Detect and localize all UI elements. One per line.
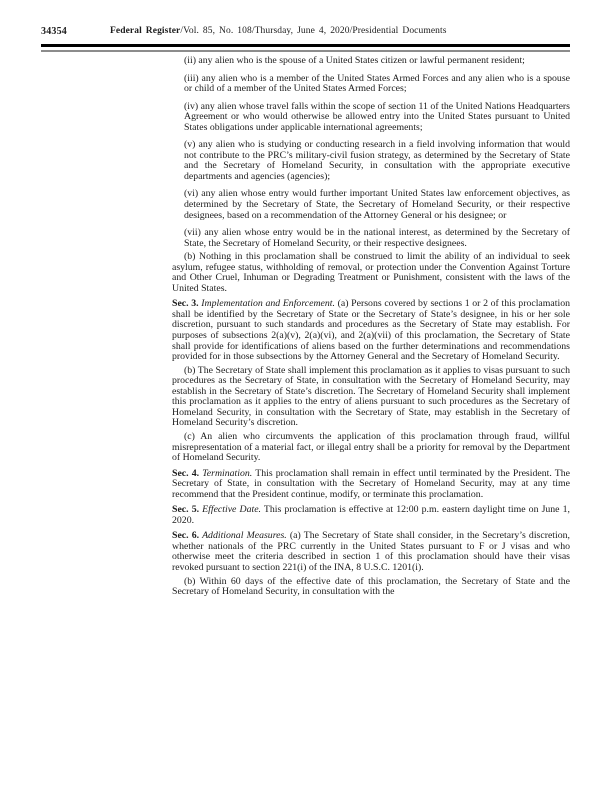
paragraph-text: (b) The Secretary of State shall implement this proclamation as it applies to visas pursuant to such procedures as the Secretary of State, in consultation with the Secretary of Homeland Security, may establish in the Secretary of State’s discretion. The Secretary of Homeland Security shall implement this proclamation as it applies to the entry of aliens pursuant to such procedures as the Secretary of Homeland Security, in consultation with the Secretary of State, may establish in the Secretary of Homeland Security’s discretion. [172, 364, 570, 429]
paragraph-sec3-c [172, 432, 570, 464]
paragraph-text: (ii) any alien who is the spouse of a United States citizen or lawful permanent resident; [184, 55, 525, 66]
paragraph-text: (c) An alien who circumvents the application of this proclamation through fraud, willful misrepresentation of a material fact, or illegal entry shall be a priority for removal by the Department of Homeland Security. [172, 430, 570, 464]
paragraph-sec4 [172, 469, 570, 501]
paragraph-text: (b) Within 60 days of the effective date of this proclamation, the Secretary of State and the Secretary of Homeland Security, in consultation with the [172, 575, 570, 598]
running-head [110, 26, 447, 36]
paragraph-romanette-iv [184, 102, 570, 134]
paragraph-text: (a) The Secretary of State shall consider, in the Secretary’s discretion, whether nationals of the PRC currently in the United States pursuant to F or J visas and who otherwise meet the criteria described in section 1 of this proclamation should have their visas revoked pursuant to section 221(i) of the INA, 8 U.S.C. 1201(i). [172, 530, 570, 573]
paragraph-sec6-b [172, 577, 570, 598]
section-number: Sec. 3. [172, 298, 199, 310]
page-number: 34354 [41, 26, 67, 37]
section-title: Additional Measures. [199, 530, 287, 542]
paragraph-sec6-a [172, 531, 570, 573]
paragraph-text: This proclamation is effective at 12:00 p.m. eastern daylight time on June 1, 2020. [172, 504, 570, 526]
section-number: Sec. 5. [172, 504, 200, 516]
paragraph-text: (iii) any alien who is a member of the United States Armed Forces and any alien who is a spouse or child of a member of the United States Armed Forces; [184, 72, 570, 95]
issue-citation: /Vol. 85, No. 108/Thursday, June 4, 2020/Presidential Documents [180, 26, 447, 36]
paragraph-sec3-a [172, 299, 570, 362]
paragraph-text: (iv) any alien whose travel falls within the scope of section 11 of the United Nations Headquarters Agreement or who would otherwise be allowed entry into the United States pursuant to United States obligations under applicable international agreements; [184, 100, 570, 133]
paragraph-romanette-ii [184, 56, 570, 67]
paragraph-text: (a) Persons covered by sections 1 or 2 of this proclamation shall be identified by the Secretary of State or the Secretary of State’s designee, in his or her sole discretion, pursuant to such standards and procedures as the Secretary of State may establish. For purposes of subsections 2(a)(v), 2(a)(vi), and 2(a)(vii) of this proclamation, the Secretary of State shall provide for identifications of aliens based on the further determinations and recommendations provided for in those subsections by the Attorney General and the Secretary of Homeland Security. [172, 298, 570, 363]
section-title: Implementation and Enforcement. [198, 298, 335, 310]
section-title: Effective Date. [199, 504, 261, 516]
paragraph-text: (b) Nothing in this proclamation shall be construed to limit the ability of an individual to seek asylum, refugee status, withholding of removal, or protection under the Convention Against Torture and Other Cruel, Inhuman or Degrading Treatment or Punishment, consistent with the laws of the United States. [172, 251, 570, 294]
journal-name: Federal Register [110, 26, 181, 36]
paragraph-sec3-b [172, 366, 570, 429]
paragraph-text: (vii) any alien whose entry would be in the national interest, as determined by the Secretary of State, the Secretary of Homeland Security, or their respective designees. [184, 227, 570, 249]
document-body [172, 56, 570, 598]
paragraph-romanette-iii [184, 74, 570, 95]
paragraph-text: (v) any alien who is studying or conducting research in a field involving information that would not contribute to the PRC’s military-civil fusion strategy, as determined by the Secretary of State and the Secretary of Homeland Security, in consultation with the appropriate executive departments and agencies (agencies); [184, 139, 570, 182]
paragraph-text: This proclamation shall remain in effect until terminated by the President. The Secretary of State, in consultation with the Secretary of Homeland Security, may at any time recommend that the President continue, modify, or terminate this proclamation. [172, 467, 570, 500]
paragraph-romanette-vii [184, 228, 570, 249]
paragraph-text: (vi) any alien whose entry would further important United States law enforcement objectives, as determined by the Secretary of State, the Secretary of Homeland Security, or their respective designees, based on a recommendation of the Attorney General or his designee; or [184, 188, 570, 221]
section-number: Sec. 4. [172, 467, 200, 479]
paragraph-romanette-v [184, 140, 570, 182]
paragraph-sec5 [172, 505, 570, 526]
section-title: Termination. [199, 467, 253, 479]
header-rule-thick [41, 44, 570, 47]
paragraph-sec2-b [172, 252, 570, 294]
header-rule-thin [41, 50, 570, 52]
section-number: Sec. 6. [172, 530, 200, 542]
paragraph-romanette-vi [184, 189, 570, 221]
